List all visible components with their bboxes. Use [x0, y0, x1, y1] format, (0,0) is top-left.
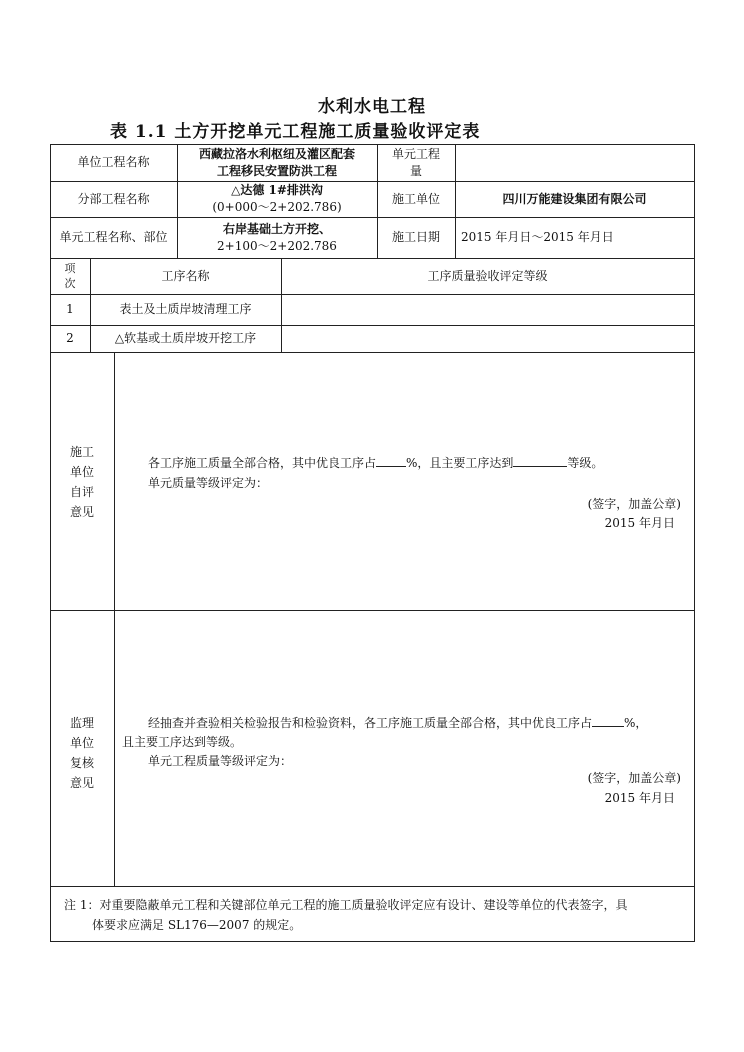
- unit-project-value-line-2: 工程移民安置防洪工程: [216, 163, 337, 178]
- footnote-line-1: 注 1：对重要隐蔽单元工程和关键部位单元工程的施工质量验收评定应有设计、建设等单位的代表签字，具: [64, 898, 628, 912]
- row-process-name: 表土及土质岸坡清理工序: [119, 302, 252, 316]
- rule: [50, 352, 695, 353]
- row-number: 2: [66, 331, 74, 345]
- construction-signature-note: (签字，加盖公章): [587, 497, 681, 511]
- supervision-opinion-label-line: 监理: [69, 716, 94, 730]
- unit-project-label: 单位工程名称: [77, 155, 150, 169]
- sub-project-value-line-2: (0+000～2+202.786): [212, 200, 342, 214]
- supervision-grade-text: 单元工程质量等级评定为：: [148, 754, 293, 768]
- supervision-opinion-label-line: 复核: [69, 756, 94, 770]
- sub-project-label: 分部工程名称: [77, 191, 150, 206]
- rule: [114, 352, 115, 886]
- construction-opinion-label: [50, 442, 114, 522]
- sub-project-value: [177, 181, 377, 217]
- col-process-name: 工序名称: [161, 268, 210, 283]
- element-quantity-value[interactable]: [455, 144, 694, 181]
- element-name-value: [177, 217, 377, 258]
- footnote-line-2: 体要求应满足 SL176—2007 的规定。: [92, 918, 302, 932]
- element-quantity-label-line-2: 量: [409, 163, 422, 178]
- element-name-value-line-2: 2+100～2+202.786: [217, 238, 337, 253]
- supervision-opinion-label: [50, 713, 114, 793]
- supervision-main-process-text: 且主要工序达到等级。: [122, 735, 243, 749]
- supervision-excellent-percent-blank[interactable]: [592, 713, 624, 727]
- rule: [50, 610, 695, 611]
- rule: [50, 886, 695, 887]
- unit-project-value-line-1: 西藏拉洛水利枢纽及灌区配套: [198, 146, 355, 161]
- sub-project-value-line-1: △达德 1#排洪沟: [231, 183, 323, 197]
- rule: [694, 144, 695, 941]
- date-value: 2015 年月日～2015 年月日: [461, 230, 614, 244]
- construction-grade-text: 单元质量等级评定为：: [148, 476, 269, 490]
- element-name-label: 单元工程名称、部位: [59, 230, 168, 244]
- element-quantity-label: [377, 144, 455, 181]
- supervision-opinion-text-a: 经抽查并查验相关检验报告和检验资料，各工序施工质量全部合格，其中优良工序占: [148, 716, 593, 730]
- col-process-grade: 工序质量验收评定等级: [427, 268, 548, 283]
- element-quantity-label-line-1: 单元工程: [391, 146, 440, 161]
- supervision-opinion-label-line: 意见: [69, 776, 94, 790]
- construction-opinion-label-line: 自评: [69, 485, 94, 499]
- evaluation-form: [50, 144, 695, 941]
- form-title: 表 1.1 土方开挖单元工程施工质量验收评定表: [110, 122, 481, 142]
- col-item-number-line-1: 项: [64, 262, 76, 275]
- date-label: 施工日期: [391, 230, 440, 244]
- construction-opinion-label-line: 意见: [69, 505, 94, 519]
- supervision-opinion-text-b: %，: [624, 716, 648, 730]
- construction-opinion-text-b: %，且主要工序达到: [406, 456, 514, 470]
- supervision-signature-note: (签字，加盖公章): [587, 771, 681, 785]
- unit-project-value: [177, 144, 377, 181]
- construction-opinion-text-c: 等级。: [567, 456, 604, 470]
- supervision-date: 2015 年月日: [604, 791, 675, 805]
- contractor-label: 施工单位: [391, 191, 440, 206]
- construction-opinion-text: [148, 453, 688, 473]
- row-process-name: △软基或土质岸坡开挖工序: [114, 331, 257, 345]
- col-item-number-line-2: 次: [64, 277, 76, 290]
- row-process-grade[interactable]: [281, 294, 694, 325]
- contractor-value: 四川万能建设集团有限公司: [502, 191, 647, 206]
- document-title: 水利水电工程: [318, 97, 426, 117]
- row-number: 1: [66, 302, 74, 316]
- construction-opinion-label-line: 单位: [69, 465, 94, 479]
- row-process-grade[interactable]: [281, 325, 694, 352]
- construction-opinion-text-a: 各工序施工质量全部合格，其中优良工序占: [148, 456, 377, 470]
- excellent-percent-blank[interactable]: [376, 453, 406, 467]
- construction-date: 2015 年月日: [604, 516, 675, 530]
- construction-opinion-label-line: 施工: [69, 445, 94, 459]
- rule: [50, 941, 695, 942]
- col-item-number: [50, 258, 90, 294]
- supervision-opinion-label-line: 单位: [69, 736, 94, 750]
- supervision-opinion-text: [148, 713, 693, 733]
- main-process-grade-blank[interactable]: [513, 453, 567, 467]
- element-name-value-line-1: 右岸基础土方开挖、: [222, 221, 331, 236]
